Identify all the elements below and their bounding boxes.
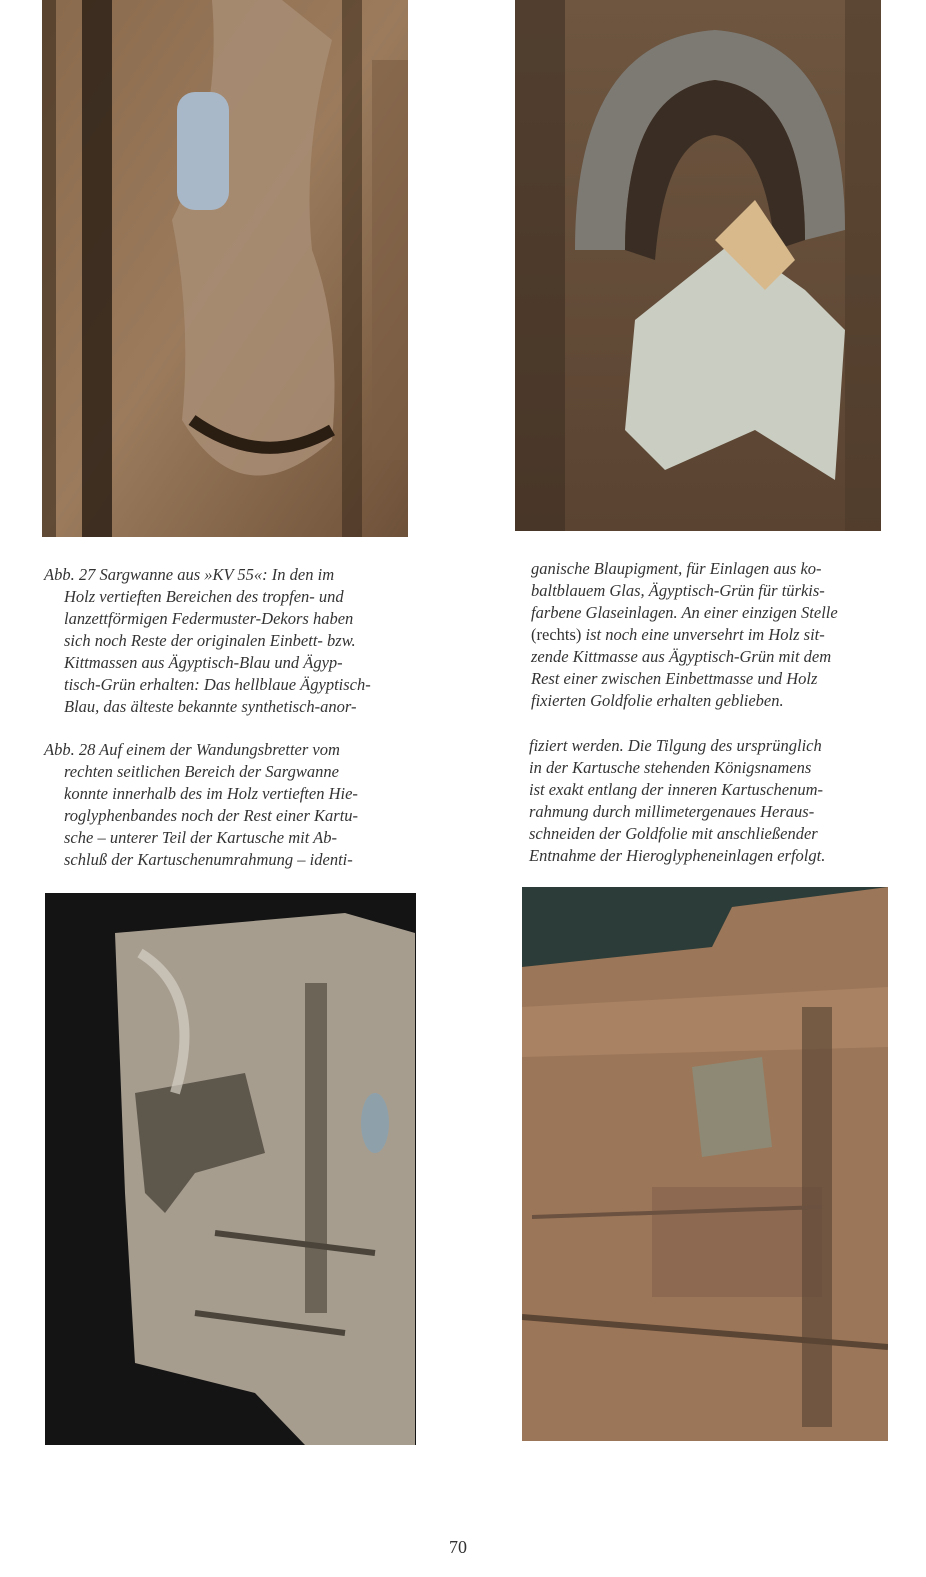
caption-line: farbene Glaseinlagen. An einer einzigen Stelle [531, 603, 838, 622]
caption-line: Rest einer zwischen Einbettmasse und Holz [531, 669, 818, 688]
caption-line: fixierten Goldfolie erhalten geblieben. [531, 691, 784, 710]
caption-line: sich noch Reste der originalen Einbett- bzw. [64, 631, 356, 650]
caption-line: schneiden der Goldfolie mit anschließender [529, 824, 818, 843]
caption-line: rahmung durch millimetergenaues Heraus- [529, 802, 815, 821]
caption-line: in der Kartusche stehenden Königsnamens [529, 758, 812, 777]
caption-line: baltblauem Glas, Ägyptisch-Grün für türkis- [531, 581, 825, 600]
caption-abb-28-continued [529, 735, 825, 867]
caption-line: zende Kittmasse aus Ägyptisch-Grün mit dem [531, 647, 832, 666]
photo-abb28-right [522, 887, 888, 1441]
caption-line: konnte innerhalb des im Holz vertieften Hie- [64, 784, 358, 803]
caption-line: ist exakt entlang der inneren Kartuschenum- [529, 780, 824, 799]
caption-line: rechten seitlichen Bereich der Sargwanne [64, 762, 339, 781]
page-number: 70 [449, 1537, 467, 1557]
caption-line: Kittmassen aus Ägyptisch-Blau und Ägyp- [64, 653, 343, 672]
caption-line-upright: (rechts) [531, 625, 582, 644]
caption-line: schluß der Kartuschenumrahmung – identi- [64, 850, 353, 869]
caption-line: Holz vertieften Bereichen des tropfen- und [64, 587, 344, 606]
photo-abb28-left [45, 893, 416, 1445]
caption-line: Entnahme der Hieroglypheneinlagen erfolgt. [529, 846, 826, 865]
caption-line: ganische Blaupigment, für Einlagen aus ko- [531, 559, 822, 578]
caption-abb-28 [44, 739, 358, 871]
caption-line: fiziert werden. Die Tilgung des ursprünglich [529, 736, 822, 755]
caption-line: Abb. 28 Auf einem der Wandungsbretter vom [44, 740, 340, 759]
photo-abb27-left [42, 0, 408, 537]
caption-line: Abb. 27 Sargwanne aus »KV 55«: In den im [44, 565, 335, 584]
caption-line: Blau, das älteste bekannte synthetisch-anor- [64, 697, 357, 716]
caption-line: roglyphenbandes noch der Rest einer Kartu- [64, 806, 359, 825]
caption-line: sche – unterer Teil der Kartusche mit Ab- [64, 828, 337, 847]
photo-abb27-right [515, 0, 881, 531]
caption-line: lanzettförmigen Federmuster-Dekors haben [64, 609, 354, 628]
caption-abb-27-continued [531, 558, 838, 712]
caption-line: ist noch eine unversehrt im Holz sit- [581, 625, 825, 644]
caption-line: tisch-Grün erhalten: Das hellblaue Ägyptisch- [64, 675, 371, 694]
caption-abb-27 [44, 564, 371, 718]
